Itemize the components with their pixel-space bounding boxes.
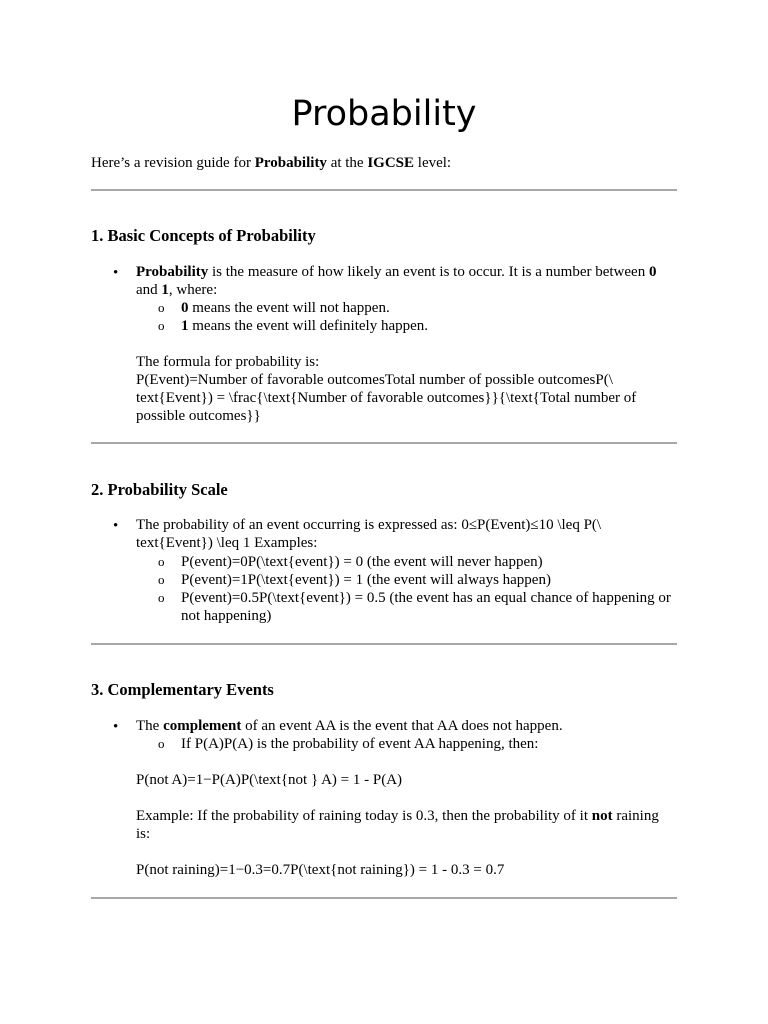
section-heading: 1. Basic Concepts of Probability — [91, 226, 316, 245]
sub-bullet-marker: o — [158, 318, 165, 333]
bullet-text: and 1, where: — [136, 282, 218, 298]
sub-bullet-marker: o — [158, 554, 165, 569]
intro-paragraph: Here’s a revision guide for Probability at the IGCSE level: — [91, 155, 452, 171]
bullet-text: The probability of an event occurring is expressed as: 0≤P(Event)≤10 \leq P(\ — [136, 517, 602, 533]
bullet-marker: • — [113, 265, 119, 281]
example-text: Example: If the probability of raining today is 0.3, then the probability of it not raining — [136, 808, 659, 824]
example-text: is: — [136, 826, 151, 842]
formula-line: text{Event}) = \frac{\text{Number of favorable outcomes}}{\text{Total number of — [136, 390, 637, 406]
sub-bullet-text: P(event)=1P(\text{event}) = 1 (the event will always happen) — [181, 572, 551, 588]
sub-bullet-text: 0 means the event will not happen. — [181, 300, 390, 316]
sub-bullet-text: not happening) — [181, 608, 272, 624]
bullet-text: text{Event}) \leq 1 Examples: — [136, 535, 318, 551]
sub-bullet-text: P(event)=0P(\text{event}) = 0 (the event will never happen) — [181, 554, 543, 570]
sub-bullet-text: 1 means the event will definitely happen. — [181, 318, 429, 334]
sub-bullet-text: If P(A)P(A) is the probability of event AA happening, then: — [181, 736, 539, 752]
divider — [91, 643, 677, 645]
formula-intro: The formula for probability is: — [136, 354, 320, 370]
sub-bullet-text: P(event)=0.5P(\text{event}) = 0.5 (the event has an equal chance of happening or — [181, 590, 671, 606]
formula-line: P(not A)=1−P(A)P(\text{not } A) = 1 - P(A) — [136, 772, 403, 788]
sub-bullet-marker: o — [158, 300, 165, 315]
bullet-text: The complement of an event AA is the event that AA does not happen. — [136, 718, 563, 734]
page-title: Probability — [291, 94, 477, 134]
formula-line: P(not raining)=1−0.3=0.7P(\text{not raining}) = 1 - 0.3 = 0.7 — [136, 862, 505, 878]
sub-bullet-marker: o — [158, 736, 165, 751]
sub-bullet-marker: o — [158, 572, 165, 587]
bullet-marker: • — [113, 518, 119, 534]
bullet-text: Probability is the measure of how likely an event is to occur. It is a number between 0 — [136, 264, 657, 280]
formula-line: P(Event)=Number of favorable outcomesTotal number of possible outcomesP(\ — [136, 372, 613, 388]
divider — [91, 189, 677, 191]
sub-bullet-marker: o — [158, 590, 165, 605]
section-heading: 2. Probability Scale — [91, 480, 228, 499]
formula-line: possible outcomes}} — [136, 408, 261, 424]
section-heading: 3. Complementary Events — [91, 680, 274, 699]
bullet-marker: • — [113, 719, 119, 735]
divider — [91, 442, 677, 444]
divider — [91, 897, 677, 899]
